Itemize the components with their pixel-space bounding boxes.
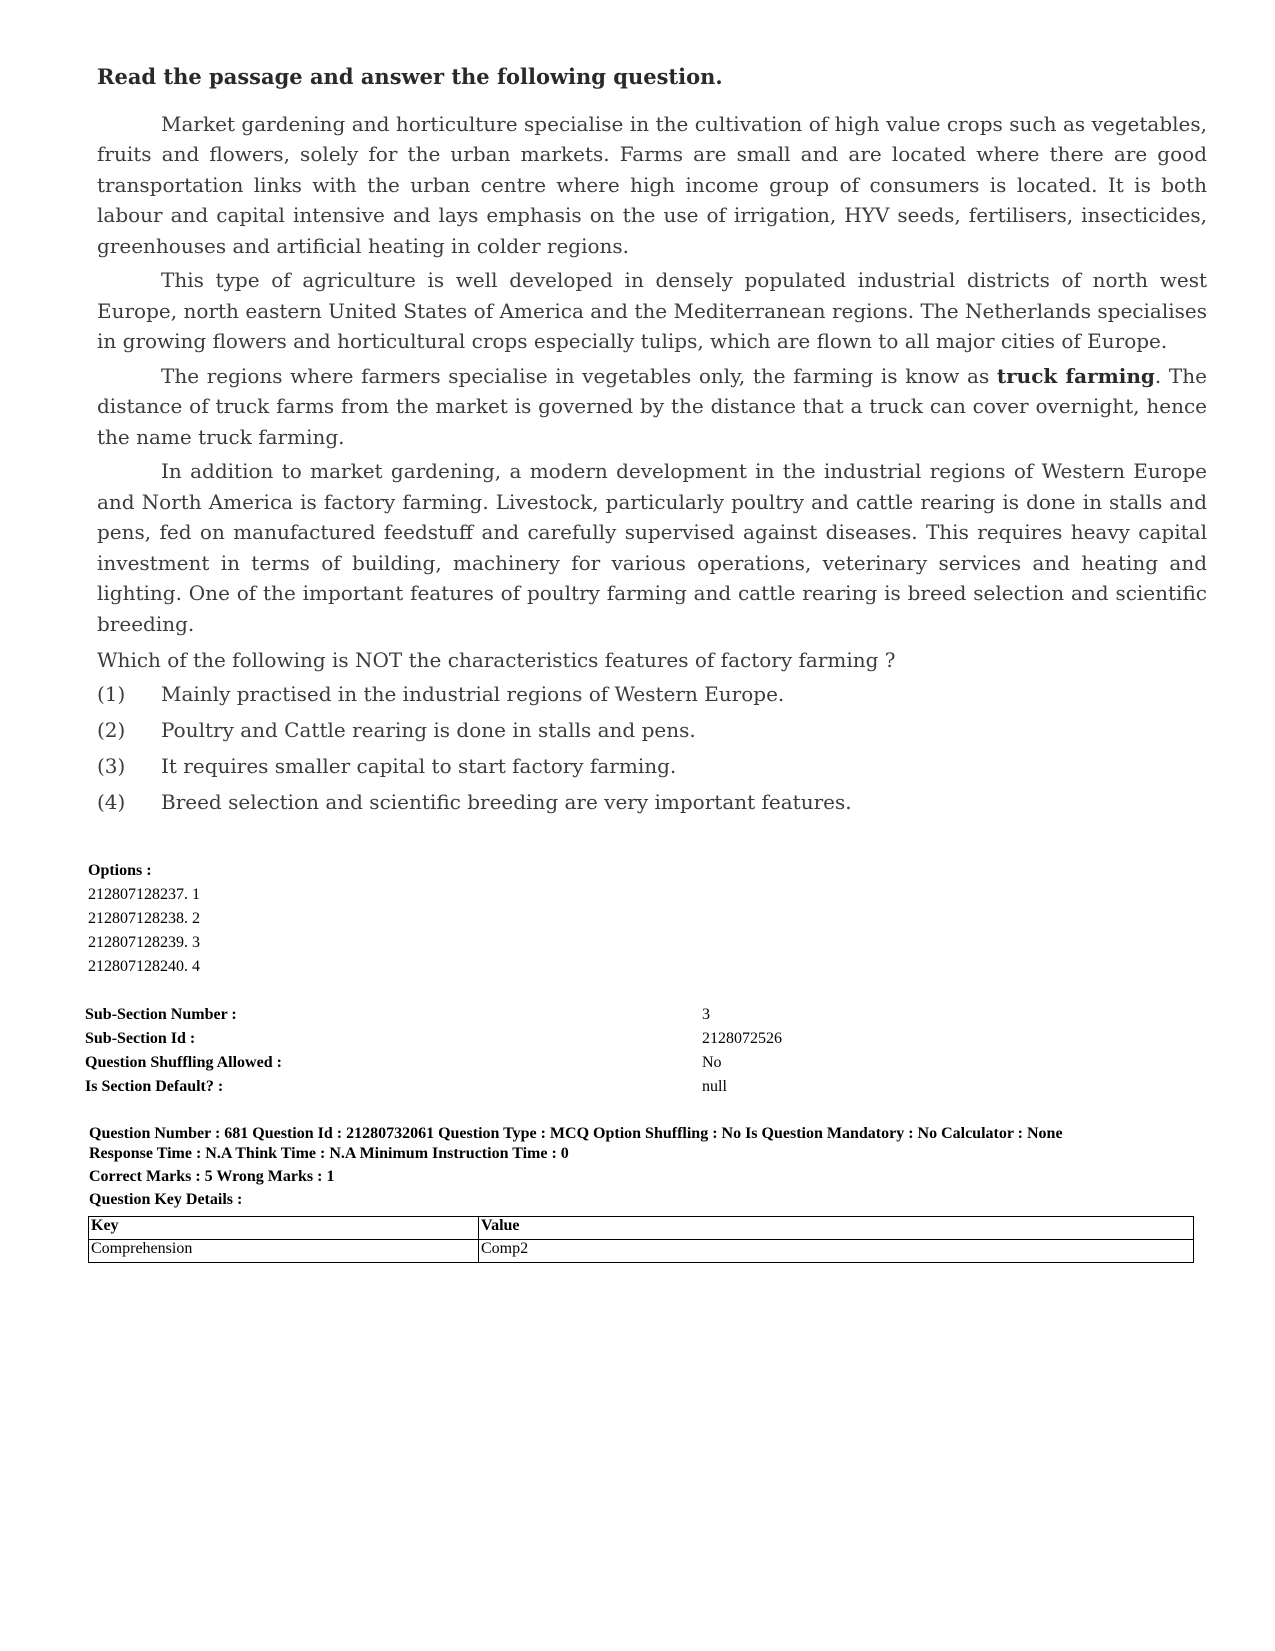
option-id-1: 212807128237. 1 xyxy=(88,886,200,903)
subsection-details xyxy=(85,1003,782,1099)
column-header-value: Value xyxy=(479,1217,1194,1240)
passage-paragraph-1: Market gardening and horticulture specialise in the cultivation of high value crops such as vegetables, fruits and flowers, solely for the urban markets. Farms are small and are located where there are good transportation links with the urban centre where high income group of consumers is located. It is both labour and capital intensive and lays emphasis on the use of irrigation, HYV seeds, fertilisers, insecticides, greenhouses and artificial heating in colder regions. xyxy=(97,111,1207,258)
question-key-table xyxy=(88,1216,1194,1263)
passage-image xyxy=(97,62,1207,820)
option-id-3: 212807128239. 3 xyxy=(88,934,200,951)
choice-text: Poultry and Cattle rearing is done in stalls and pens. xyxy=(161,717,696,742)
option-id-2: 212807128238. 2 xyxy=(88,910,200,927)
table-row xyxy=(89,1240,1194,1263)
table-header-row xyxy=(89,1217,1194,1240)
subsection-key: Question Shuffling Allowed : xyxy=(85,1054,282,1071)
column-header-key: Key xyxy=(89,1217,479,1240)
subsection-row xyxy=(85,1027,782,1051)
subsection-value: 3 xyxy=(702,1006,710,1023)
passage-paragraph-2: This type of agriculture is well developed in densely populated industrial districts of north west Europe, north eastern United States of America and the Mediterranean regions. The Netherlands specialises in growing flowers and horticultural crops especially tulips, which are flown to all major cities of Europe. xyxy=(97,268,1207,353)
paragraph-3-end: . The distance of truck farms from the market is governed by the distance that a truck can cover overnight, hence the name truck farming. xyxy=(97,363,1207,449)
truck-farming-term: truck farming xyxy=(996,363,1155,388)
table-cell-value: Comp2 xyxy=(479,1240,1194,1263)
passage-paragraph-4: In addition to market gardening, a modern development in the industrial regions of Western Europe and North America is factory farming. Livestock, particularly poultry and cattle rearing is done in stalls and pens, fed on manufactured feedstuff and carefully supervised against diseases. This requires heavy capital investment in terms of building, machinery for various operations, veterinary services and heating and lighting. One of the important features of poultry farming and cattle rearing is breed selection and scientific breeding. xyxy=(97,459,1207,636)
subsection-value: 2128072526 xyxy=(702,1030,782,1047)
subsection-row xyxy=(85,1051,782,1075)
choice-2 xyxy=(97,712,1207,748)
subsection-key: Sub-Section Number : xyxy=(85,1006,237,1023)
question-info-line-1: Question Number : 681 Question Id : 21280732061 Question Type : MCQ Option Shuffling : No Is Question Mandatory : No Calculator : None xyxy=(89,1125,1063,1142)
subsection-row xyxy=(85,1075,782,1099)
choice-number: (1) xyxy=(97,681,126,706)
subsection-key: Sub-Section Id : xyxy=(85,1030,196,1047)
subsection-row xyxy=(85,1003,782,1027)
paragraph-3-start: The regions where farmers specialise in vegetables only, the farming is know as xyxy=(161,363,997,388)
choice-text: Mainly practised in the industrial regions of Western Europe. xyxy=(161,681,785,706)
key-details-label: Question Key Details : xyxy=(89,1191,243,1208)
subsection-value: No xyxy=(702,1054,722,1071)
option-id-4: 212807128240. 4 xyxy=(88,958,200,975)
question-text: Which of the following is NOT the characteristics features of factory farming ? xyxy=(97,648,896,672)
options-label: Options : xyxy=(88,862,152,879)
choice-text: Breed selection and scientific breeding are very important features. xyxy=(161,789,852,814)
options-block xyxy=(88,859,200,979)
choice-1 xyxy=(97,676,1207,712)
choice-number: (4) xyxy=(97,789,126,814)
passage-heading: Read the passage and answer the following question. xyxy=(97,64,723,89)
subsection-value: null xyxy=(702,1078,727,1095)
choice-number: (3) xyxy=(97,753,126,778)
passage-paragraph-3 xyxy=(97,361,1207,453)
choice-3 xyxy=(97,748,1207,784)
table-cell-key: Comprehension xyxy=(89,1240,479,1263)
question-info xyxy=(89,1124,1199,1210)
choice-4 xyxy=(97,784,1207,820)
subsection-key: Is Section Default? : xyxy=(85,1078,224,1095)
choice-number: (2) xyxy=(97,717,126,742)
choice-text: It requires smaller capital to start factory farming. xyxy=(161,753,677,778)
marks-line: Correct Marks : 5 Wrong Marks : 1 xyxy=(89,1168,335,1185)
question-info-line-2: Response Time : N.A Think Time : N.A Minimum Instruction Time : 0 xyxy=(89,1145,569,1162)
